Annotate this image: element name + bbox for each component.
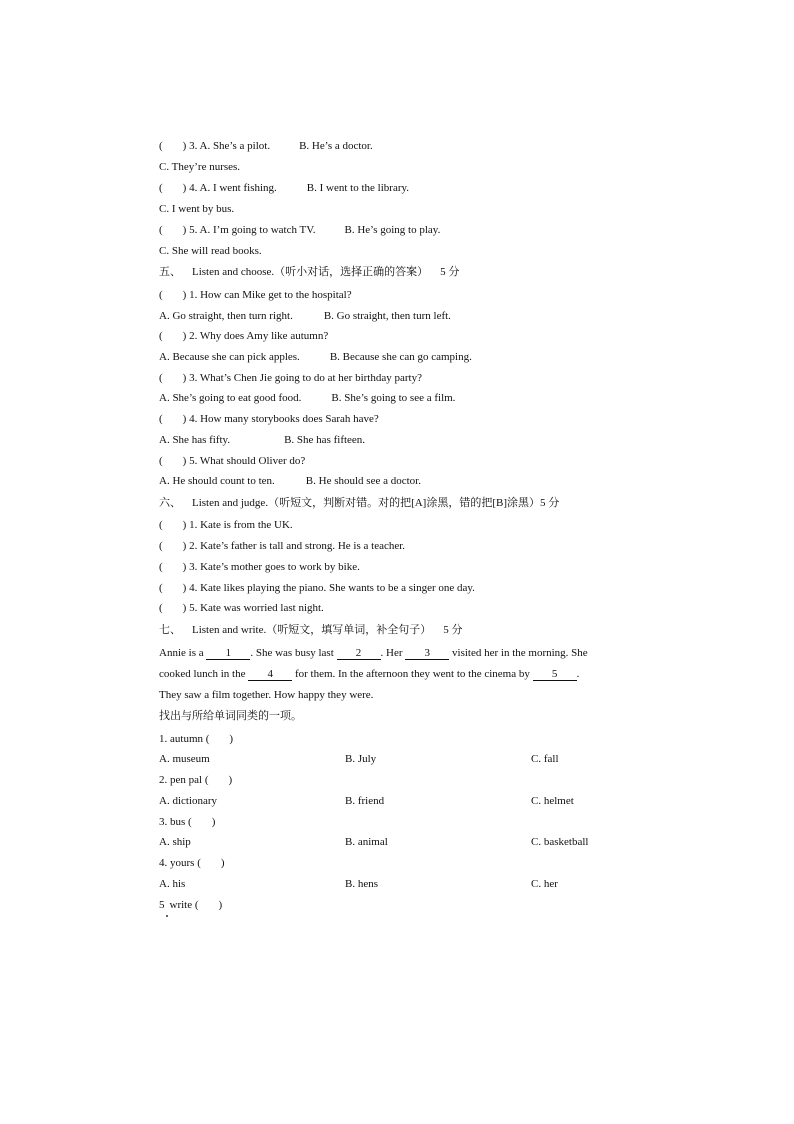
section-score: 5 分 [440, 266, 460, 278]
answer-paren[interactable]: ( [159, 582, 163, 594]
answer-paren[interactable]: ( [159, 182, 163, 194]
option-a: A. She has fifty. [159, 434, 231, 446]
s5-q3: ( ) 3. What’s Chen Jie going to do at her birthday party? [159, 372, 422, 384]
s7-passage-line-2: cooked lunch in the 4 for them. In the afternoon they went to the cinema by 5 . [159, 668, 580, 680]
answer-paren[interactable]: ( [159, 224, 163, 236]
option-b: B. She’s going to see a film. [331, 392, 456, 404]
answer-paren[interactable]: ( [159, 372, 163, 384]
option-a: A. I’m going to watch TV. [199, 224, 316, 236]
s5-q4-options [159, 433, 365, 447]
option-a: A. She’s going to eat good food. [159, 392, 302, 404]
s5-q2: ( ) 2. Why does Amy like autumn? [159, 330, 329, 342]
s7-passage-line-3: They saw a film together. How happy they were. [159, 689, 374, 701]
answer-paren[interactable]: ( [159, 519, 163, 531]
s5-q1: ( ) 1. How can Mike get to the hospital? [159, 289, 352, 301]
s6-q5: ( ) 5. Kate was worried last night. [159, 602, 324, 614]
blank-3[interactable]: 3 [405, 647, 449, 660]
option-b: B. He’s going to play. [344, 224, 441, 236]
answer-paren[interactable]: ( [159, 330, 163, 342]
s8-q2: 2. pen pal ( ) [159, 774, 233, 786]
s5-q5: ( ) 5. What should Oliver do? [159, 455, 306, 467]
stray-mark [166, 915, 168, 917]
s6-q1: ( ) 1. Kate is from the UK. [159, 519, 293, 531]
s8-q4: 4. yours ( ) [159, 857, 225, 869]
blank-4[interactable]: 4 [248, 668, 292, 681]
option-a: A. Go straight, then turn right. [159, 310, 293, 322]
answer-paren[interactable]: ( [159, 602, 163, 614]
s8-q4-option-b: B. hens [345, 878, 378, 890]
s6-q3: ( ) 3. Kate’s mother goes to work by bike. [159, 561, 360, 573]
s5-q4: ( ) 4. How many storybooks does Sarah have? [159, 413, 379, 425]
option-b: B. I went to the library. [306, 182, 410, 194]
answer-paren[interactable]: ( [159, 289, 163, 301]
option-a: A. I went fishing. [199, 182, 277, 194]
blank-1[interactable]: 1 [206, 647, 250, 660]
option-b: B. He should see a doctor. [305, 475, 421, 487]
section-title: Listen and write.（听短文，填写单词，补全句子） [192, 624, 432, 636]
s8-q2-option-a: A. dictionary [159, 795, 218, 807]
section-title: Listen and judge.（听短文，判断对错。对的把[A]涂黑，错的把[B]涂黑）5 分 [192, 497, 560, 509]
section-number: 七、 [159, 624, 181, 636]
s8-q2-option-b: B. friend [345, 795, 385, 807]
section8-heading: 找出与所给单词同类的一项。 [159, 710, 302, 722]
s8-q4-option-c: C. her [531, 878, 558, 890]
s6-q2: ( ) 2. Kate’s father is tall and strong. He is a teacher. [159, 540, 406, 552]
s8-q4-option-a: A. his [159, 878, 186, 890]
answer-paren[interactable]: ( [159, 413, 163, 425]
s4-q5-option-c: C. She will read books. [159, 245, 262, 257]
s8-q5: 5 write ( ) [159, 899, 223, 911]
s8-q3: 3. bus ( ) [159, 816, 216, 828]
s5-q1-options [159, 309, 451, 323]
s4-q5-line: ( ) 5. A. I’m going to watch TV. B. He’s going to play. [159, 224, 441, 236]
option-b: B. Because she can go camping. [329, 351, 472, 363]
option-a: A. She’s a pilot. [199, 140, 271, 152]
s8-q1: 1. autumn ( ) [159, 733, 234, 745]
answer-paren[interactable]: ( [159, 140, 163, 152]
s8-q3-option-b: B. animal [345, 836, 388, 848]
option-b: B. He’s a doctor. [299, 140, 373, 152]
s5-q3-options [159, 391, 455, 405]
answer-paren[interactable]: ( [159, 561, 163, 573]
s8-q3-option-a: A. ship [159, 836, 191, 848]
s4-q4-line: ( ) 4. A. I went fishing. B. I went to the library. [159, 182, 410, 194]
s4-q3-line: ( ) 3. A. She’s a pilot. B. He’s a doctor. [159, 140, 373, 152]
section-score: 5 分 [443, 624, 463, 636]
section-number: 六、 [159, 497, 181, 509]
option-a: A. He should count to ten. [159, 475, 275, 487]
s8-q1-option-c: C. fall [531, 753, 559, 765]
section-title: Listen and choose.（听小对话，选择正确的答案） [192, 266, 429, 278]
s8-q2-option-c: C. helmet [531, 795, 574, 807]
answer-paren[interactable]: ( [159, 540, 163, 552]
option-a: A. Because she can pick apples. [159, 351, 300, 363]
s5-q5-options [159, 474, 421, 488]
s4-q3-option-c: C. They’re nurses. [159, 161, 241, 173]
s8-q3-option-c: C. basketball [531, 836, 589, 848]
blank-2[interactable]: 2 [337, 647, 381, 660]
option-b: B. Go straight, then turn left. [323, 310, 451, 322]
section5-heading [159, 265, 459, 279]
s8-q1-option-a: A. museum [159, 753, 210, 765]
answer-paren[interactable]: ( [159, 455, 163, 467]
section7-heading [159, 623, 462, 637]
s8-q1-option-b: B. July [345, 753, 377, 765]
s7-passage-line-1: Annie is a 1 . She was busy last 2 . Her 3 visited her in the morning. She [159, 647, 588, 659]
option-b: B. She has fifteen. [284, 434, 366, 446]
s5-q2-options [159, 350, 472, 364]
blank-5[interactable]: 5 [533, 668, 577, 681]
s6-q4: ( ) 4. Kate likes playing the piano. She wants to be a singer one day. [159, 582, 475, 594]
s4-q4-option-c: C. I went by bus. [159, 203, 235, 215]
section6-heading [159, 496, 559, 510]
section-number: 五、 [159, 266, 181, 278]
